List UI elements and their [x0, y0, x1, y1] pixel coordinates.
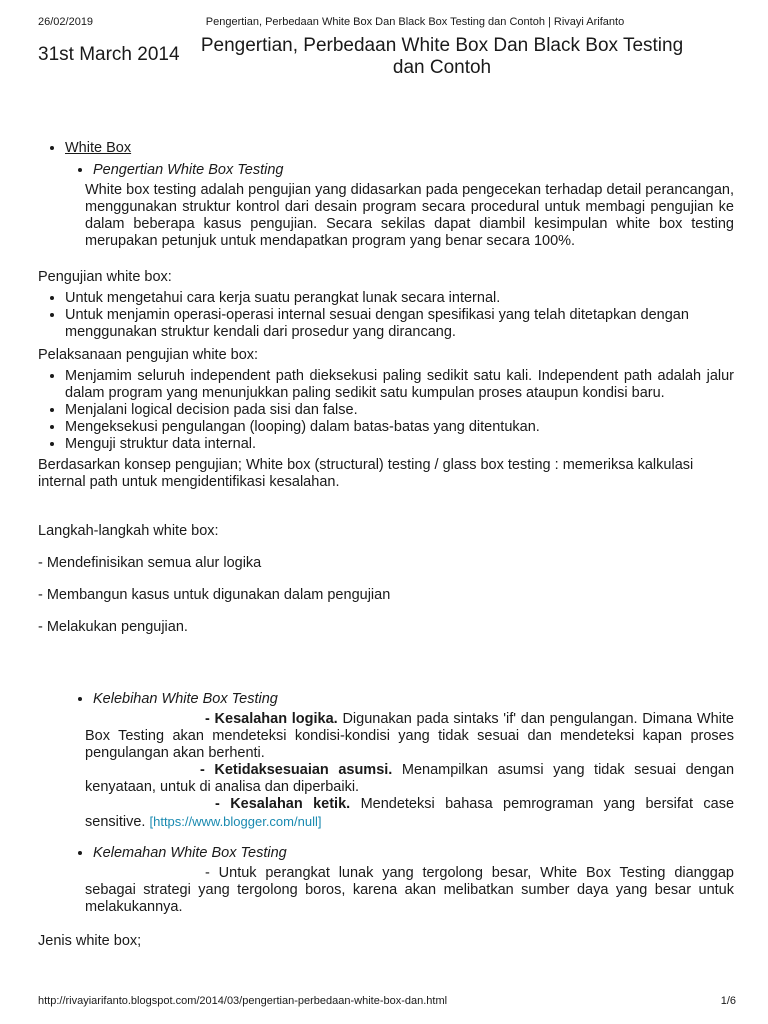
footer-url[interactable]: http://rivayiarifanto.blogspot.com/2014/03/pengertian-perbedaan-white-box-dan.html [38, 995, 448, 1007]
langkah-step: - Membangun kasus untuk digunakan dalam pengujian [38, 587, 391, 603]
pelaksanaan-label: Pelaksanaan pengujian white box: [38, 347, 259, 363]
kelebihan-list [38, 691, 734, 708]
kelebihan-item-1-text: Digunakan pada sintaks 'if' dan pengulangan. Dimana White Box Testing akan mendeteksi kondisi-kondisi yang tidak sesuai dan mendeteksi kapan proses pengulangan akan berhenti. [85, 711, 734, 761]
kelemahan-text: - Untuk perangkat lunak yang tergolong besar, White Box Testing dianggap sebagai strategi yang tergolong boros, karena akan melibatkan sumber daya yang besar untuk melakukannya. [85, 865, 734, 915]
page-number: 1/6 [720, 995, 736, 1007]
kelebihan-item-3 [85, 796, 734, 831]
kelemahan-list [38, 845, 734, 862]
jenis-label: Jenis white box; [38, 933, 142, 949]
pengujian-list [38, 290, 734, 341]
whitebox-heading: • White Box [65, 140, 734, 157]
whitebox-definition: White box testing adalah pengujian yang didasarkan pada pengecekan terhadap detail perancangan, menggunakan struktur kontrol dari desain program secara procedural untuk membagi pengujian ke dalam beberapa kasus pengujian. Secara sekilas dapat diambil kesimpulan white box testing merupakan petunjuk untuk mendapatkan program yang benar secara 100%. [85, 182, 734, 249]
kelebihan-item-1-bold: - Kesalahan logika. [205, 711, 338, 727]
list-item: • Mengeksekusi pengulangan (looping) dalam batas-batas yang ditentukan. [65, 419, 734, 436]
post-body [38, 140, 734, 950]
kelebihan-item-1 [85, 711, 734, 762]
print-page-title: Pengertian, Perbedaan White Box Dan Black Box Testing dan Contoh | Rivayi Arifanto [205, 16, 625, 28]
kelebihan-item-2-text: Menampilkan asumsi yang tidak sesuai dengan kenyataan, untuk di analisa dan diperbaiki. [85, 762, 735, 795]
pengujian-label: Pengujian white box: [38, 269, 172, 285]
list-item: • Untuk mengetahui cara kerja suatu perangkat lunak secara internal. [65, 290, 734, 307]
list-item: • Menjalani logical decision pada sisi dan false. [65, 402, 734, 419]
list-item: • Menguji struktur data internal. [65, 436, 734, 453]
whitebox-sub-list [38, 162, 734, 179]
kelemahan-heading: • Kelemahan White Box Testing [93, 845, 734, 862]
langkah-step: - Melakukan pengujian. [38, 619, 188, 635]
post-date: 31st March 2014 [38, 44, 180, 65]
whitebox-list [38, 140, 734, 157]
kelebihan-item-3-bold: - Kesalahan ketik. [215, 796, 351, 812]
kelebihan-heading: • Kelebihan White Box Testing [93, 691, 734, 708]
list-item: • Menjamim seluruh independent path dieksekusi paling sedikit satu kali. Independent path adalah jalur dalam program yang menunjukkan paling sedikit satu kumpulan proses ataupun kondisi baru. [65, 368, 734, 402]
post-title-line2: dan Contoh [392, 57, 492, 78]
source-link[interactable]: [https://www.blogger.com/null] [149, 814, 322, 829]
langkah-label: Langkah-langkah white box: [38, 523, 219, 539]
kelebihan-item-2 [85, 762, 734, 796]
konsep-paragraph: Berdasarkan konsep pengujian; White box (structural) testing / glass box testing : memeriksa kalkulasi internal path untuk mengidentifikasi kesalahan. [38, 457, 694, 490]
kelebihan-item-2-bold: - Ketidaksesuaian asumsi. [200, 762, 393, 778]
post-title [188, 35, 696, 79]
kelebihan-item-3-text: Mendeteksi bahasa pemrograman yang bersifat case sensitive. [85, 796, 735, 830]
list-item: • Untuk menjamin operasi-operasi internal sesuai dengan spesifikasi yang telah ditetapkan dengan menggunakan struktur kendali dari prosedur yang dirancang. [65, 307, 734, 341]
pelaksanaan-list [38, 368, 734, 453]
whitebox-sub-heading: • Pengertian White Box Testing [93, 162, 734, 179]
print-date: 26/02/2019 [38, 16, 94, 28]
langkah-step: - Mendefinisikan semua alur logika [38, 555, 262, 571]
post-title-line1: Pengertian, Perbedaan White Box Dan Black Box Testing [200, 35, 684, 56]
